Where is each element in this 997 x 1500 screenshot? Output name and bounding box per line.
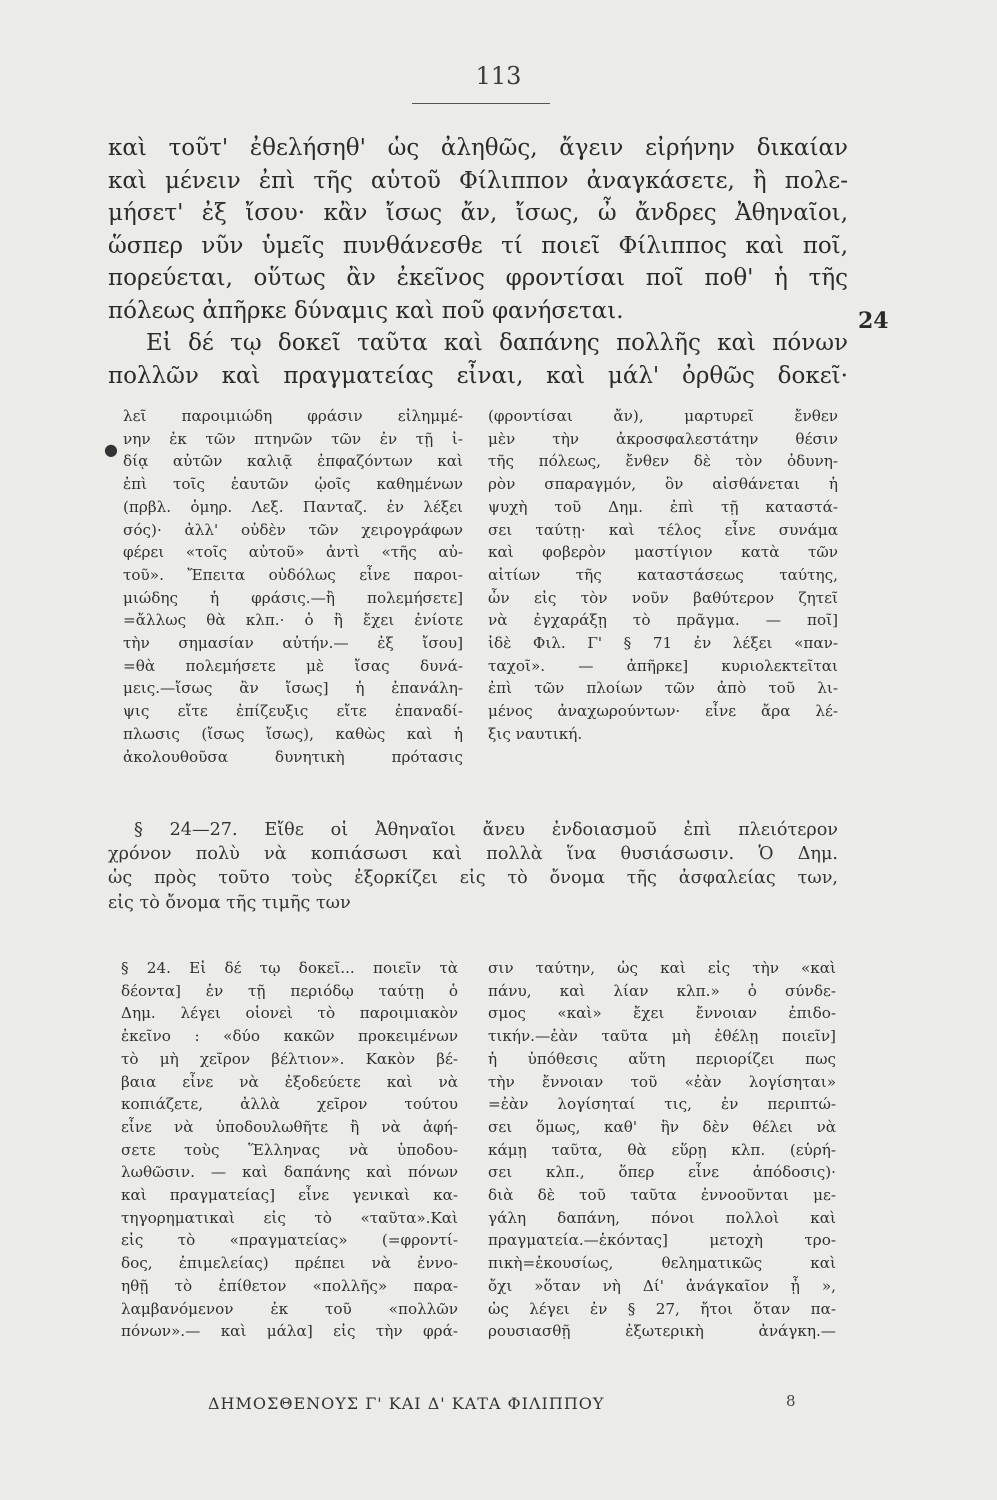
note-line: ταχοῖ». — ἀπῆρκε] κυριολεκτεῖται xyxy=(488,656,838,675)
note-line: διὰ δὲ τοῦ ταῦτα ἐννοοῦνται με- xyxy=(488,1186,836,1205)
main-greek-text xyxy=(108,132,848,392)
main-text-line: καὶ τοῦτ' ἐθελήσηθ' ὡς ἀληθῶς, ἄγειν εἰρήνην δικαίαν xyxy=(108,135,848,161)
note-line: ἰδὲ Φιλ. Γ' § 71 ἐν λέξει «παν- xyxy=(488,634,838,653)
note-line: ἡ ὑπόθεσις αὕτη περιορίζει πως xyxy=(488,1049,836,1068)
note-line: ψις εἴτε ἐπίζευξις εἴτε ἐπαναδί- xyxy=(123,702,463,721)
note-line: νὰ ἐγχαράξῃ τὸ πρᾶγμα. — ποῖ] xyxy=(488,611,838,630)
note-line: κοπιάζετε, ἀλλὰ χεῖρον τούτου xyxy=(121,1095,458,1114)
note-line: σει ὅμως, καθ' ἣν δὲν θέλει νὰ xyxy=(488,1117,836,1136)
header-rule xyxy=(412,103,550,104)
section-summary xyxy=(108,818,838,915)
note-line: πλωσις (ἴσως ἴσως), καθὼς καὶ ἡ xyxy=(123,724,463,743)
note-line: ὧν εἰς τὸν νοῦν βαθύτερον ζητεῖ xyxy=(488,588,838,607)
running-footer-title: ΔΗΜΟΣΘΕΝΟΥΣ Γ' ΚΑΙ Δ' ΚΑΤΑ ΦΙΛΙΠΠΟΥ xyxy=(208,1394,605,1413)
page-number: 113 xyxy=(475,62,522,90)
note-line: τὴν σημασίαν αὐτήν.— ἐξ ἴσου] xyxy=(123,634,463,653)
note-line: ρὸν σπαραγμόν, ὃν αἰσθάνεται ἡ xyxy=(488,475,838,494)
note-line: μιώδης ἡ φράσις.—ἢ πολεμήσετε] xyxy=(123,588,463,607)
note-line: δίᾳ αὐτῶν καλιᾷ ἐπφαζόντων καὶ xyxy=(123,452,463,471)
note-line: =θὰ πολεμήσετε μὲ ἴσας δυνά- xyxy=(123,656,463,675)
note-line: ἐκεῖνο : «δύο κακῶν προκειμένων xyxy=(121,1027,458,1046)
summary-line: χρόνον πολὺ νὰ κοπιάσωσι καὶ πολλὰ ἵνα θυσιάσωσιν. Ὁ Δημ. xyxy=(108,844,838,865)
note-line: λωθῶσιν. — καὶ δαπάνης καὶ πόνων xyxy=(121,1163,458,1182)
notes-top-right-column xyxy=(488,405,838,746)
note-line: τικήν.—ἐὰν ταῦτα μὴ ἐθέλῃ ποιεῖν] xyxy=(488,1027,836,1046)
note-line: καὶ πραγματείας] εἶνε γενικαὶ κα- xyxy=(121,1186,458,1205)
note-line: σιν ταύτην, ὡς καὶ εἰς τὴν «καὶ xyxy=(488,959,836,977)
main-text-line: πολλῶν καὶ πραγματείας εἶναι, καὶ μάλ' ὀρθῶς δοκεῖ· xyxy=(108,362,848,389)
note-line: τὴν ἔννοιαν τοῦ «ἐὰν λογίσηται» xyxy=(488,1072,836,1091)
note-line: ὡς λέγει ἐν § 27, ἤτοι ὅταν πα- xyxy=(488,1299,836,1318)
note-line: ηθῇ τὸ ἐπίθετον «πολλῆς» παρα- xyxy=(121,1276,458,1295)
note-line: ξις ναυτική. xyxy=(488,724,583,743)
note-line: τηγορηματικαὶ εἰς τὸ «ταῦτα».Καὶ xyxy=(121,1208,458,1227)
note-line: πραγματεία.—ἑκόντας] μετοχὴ τρο- xyxy=(488,1231,836,1250)
note-line: μένος ἀναχωρούντων· εἶνε ἄρα λέ- xyxy=(488,702,838,721)
note-line: σει ταύτῃ· καὶ τέλος εἶνε συνάμα xyxy=(488,520,838,539)
note-line: ρουσιασθῇ ἐξωτερικὴ ἀνάγκη.— xyxy=(488,1322,836,1341)
note-line: ἐπὶ τοῖς ἑαυτῶν ᾠοῖς καθημένων xyxy=(123,475,463,494)
note-line: κάμῃ ταῦτα, θὰ εὕρῃ κλπ. (εὑρή- xyxy=(488,1140,836,1159)
note-line: μεις.—ἴσως ἂν ἴσως] ἡ ἐπανάλη- xyxy=(123,679,463,698)
note-line: πόνων».— καὶ μάλα] εἰς τὴν φρά- xyxy=(121,1322,458,1341)
main-text-line: πορεύεται, οὕτως ἂν ἐκεῖνος φροντίσαι ποῖ ποθ' ἡ τῆς xyxy=(108,265,848,291)
signature-mark: 8 xyxy=(786,1392,796,1410)
summary-line: § 24—27. Εἴθε οἱ Ἀθηναῖοι ἄνευ ἐνδοιασμοῦ ἐπὶ πλειότερον xyxy=(134,820,838,840)
note-line: βαια εἶνε νὰ ἐξοδεύετε καὶ νὰ xyxy=(121,1072,458,1091)
note-line: λαμβανόμενον ἐκ τοῦ «πολλῶν xyxy=(121,1299,458,1318)
note-line: =ἄλλως θὰ κλπ.· ὁ ἢ ἔχει ἐνίοτε xyxy=(123,611,463,630)
note-line: σός)· ἀλλ' οὐδὲν τῶν χειρογράφων xyxy=(123,520,463,539)
note-line: (πρβλ. ὁμηρ. Λεξ. Πανταζ. ἐν λέξει xyxy=(123,497,463,516)
note-line: σει κλπ., ὅπερ εἶνε ἀπόδοσις)· xyxy=(488,1163,836,1182)
note-line: μὲν τὴν ἀκροσφαλεστάτην θέσιν xyxy=(488,429,838,448)
notes-bottom-left-column xyxy=(121,957,458,1343)
note-line: ἐπὶ τῶν πλοίων τῶν ἀπὸ τοῦ λι- xyxy=(488,679,838,698)
note-line: τοῦ». Ἔπειτα οὐδόλως εἶνε παροι- xyxy=(123,565,463,584)
note-line: σμος «καὶ» ἔχει ἔννοιαν ἐπιδο- xyxy=(488,1004,836,1023)
note-line: τὸ μὴ χεῖρον βέλτιον». Κακὸν βέ- xyxy=(121,1049,458,1068)
note-line: δέοντα] ἐν τῇ περιόδῳ ταύτῃ ὁ xyxy=(121,981,458,1000)
note-line: δος, ἐπιμελείας) πρέπει νὰ ἐννο- xyxy=(121,1254,458,1273)
notes-bottom-right-column xyxy=(488,957,836,1343)
note-line: ψυχὴ τοῦ Δημ. ἐπὶ τῇ καταστά- xyxy=(488,497,838,516)
note-line: νην ἐκ τῶν πτηνῶν τῶν ἐν τῇ ἰ- xyxy=(123,429,463,448)
main-text-line: ὥσπερ νῦν ὑμεῖς πυνθάνεσθε τί ποιεῖ Φίλιππος καὶ ποῖ, xyxy=(108,232,848,259)
note-line: σετε τοὺς Ἕλληνας νὰ ὑποδου- xyxy=(121,1140,458,1159)
main-text-line: Εἰ δέ τῳ δοκεῖ ταῦτα καὶ δαπάνης πολλῆς καὶ πόνων xyxy=(146,330,848,356)
note-line: Δημ. λέγει οἱονεὶ τὸ παροιμιακὸν xyxy=(121,1004,458,1023)
note-line: =ἐὰν λογίσηταί τις, ἐν περιπτώ- xyxy=(488,1095,836,1114)
summary-line: ὡς πρὸς τοῦτο τοὺς ἐξορκίζει εἰς τὸ ὄνομα τῆς ἀσφαλείας των, xyxy=(108,868,838,889)
note-line: (φροντίσαι ἄν), μαρτυρεῖ ἔνθεν xyxy=(488,407,838,425)
main-text-line: καὶ μένειν ἐπὶ τῆς αὑτοῦ Φίλιππον ἀναγκάσετε, ἢ πολε- xyxy=(108,167,848,194)
note-line: πάνυ, καὶ λίαν κλπ.» ὁ σύνδε- xyxy=(488,981,836,1000)
note-line: λεῖ παροιμιώδη φράσιν εἰλημμέ- xyxy=(123,407,463,425)
note-line: φέρει «τοῖς αὐτοῦ» ἀντὶ «τῆς αὐ- xyxy=(123,543,463,562)
main-text-line: πόλεως ἀπῆρκε δύναμις καὶ ποῦ φανήσεται. xyxy=(108,297,624,324)
note-line: καὶ φοβερὸν μαστίγιον κατὰ τῶν xyxy=(488,543,838,562)
note-line: γάλη δαπάνη, πόνοι πολλοὶ καὶ xyxy=(488,1208,836,1227)
margin-section-number: 24 xyxy=(858,308,889,334)
note-line: ὄχι »ὅταν νὴ Δί' ἀνάγκαῖον ᾖ », xyxy=(488,1276,836,1295)
note-line: ἀκολουθοῦσα δυνητικὴ πρότασις xyxy=(123,747,463,766)
ink-spot-icon: ● xyxy=(104,440,118,459)
note-line: πικὴ=ἑκουσίως, θεληματικῶς καὶ xyxy=(488,1254,836,1273)
note-line: αἰτίων τῆς καταστάσεως ταύτης, xyxy=(488,565,838,584)
note-line: εἶνε νὰ ὑποδουλωθῆτε ἢ νὰ ἀφή- xyxy=(121,1117,458,1136)
note-line: εἰς τὸ «πραγματείας» (=φροντί- xyxy=(121,1231,458,1250)
main-text-line: μήσετ' ἐξ ἴσου· κἂν ἴσως ἄν, ἴσως, ὦ ἄνδρες Ἀθηναῖοι, xyxy=(108,200,848,226)
note-line: τῆς πόλεως, ἔνθεν δὲ τὸν ὀδυνη- xyxy=(488,452,838,471)
note-line: § 24. Εἰ δέ τῳ δοκεῖ... ποιεῖν τὰ xyxy=(121,959,458,977)
notes-top-left-column xyxy=(123,405,463,768)
summary-line: εἰς τὸ ὄνομα τῆς τιμῆς των xyxy=(108,892,351,913)
